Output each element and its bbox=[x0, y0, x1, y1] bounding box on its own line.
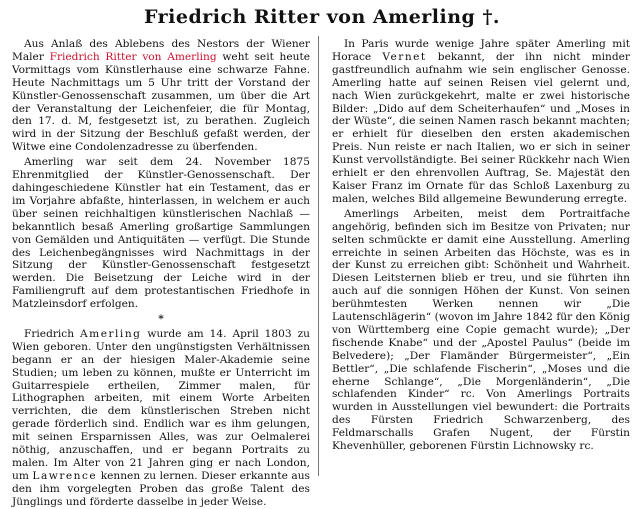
painter-name: Friedrich Ritter von Amerling bbox=[49, 50, 217, 63]
column-divider bbox=[318, 36, 319, 476]
section-separator: * bbox=[158, 313, 164, 326]
paragraph-4 bbox=[332, 38, 630, 206]
right-column bbox=[332, 38, 630, 453]
text: weht seit heute Vormittags vom Künstlerhause eine schwarze Fahne. Heute Nachmittags um 5 Uhr tritt der Vorstand der Künstler-Genossenschaft zusammen, um über die Art der Veranstaltung der Leichenfeier, die für Montag, den 17. d. M, festgesetzt ist, zu berathen. Zugleich wird in der Sitzung der Beschluß gefaßt werden, der Witwe eine Condolenzadresse zu überfenden. bbox=[12, 50, 310, 154]
paragraph-1 bbox=[12, 38, 310, 154]
text: In Paris wurde wenige Jahre später Amerling mit Horace bbox=[332, 38, 630, 63]
vernet-name: Vernet bbox=[382, 50, 427, 63]
left-column bbox=[12, 38, 310, 509]
text: bekannt, der ihn nicht minder gastfreundlich aufnahm wie sein englischer Genosse. Amerling hatte auf seinen Reisen viel gelernt und, nach Wien zurückgekehrt, malte er zwei historische Bilder: „Dido auf dem Scheiterhaufen“ und „Moses in der Wüste“, die seinen Namen rasch bekannt machten; er erhielt für dieselben den ersten akademischen Preis. Nun reiste er nach Italien, wo er sich in seiner Kunst vervollständigte. Bei seiner Rückkehr nach Wien erhielt er den ehrenvollen Auftrag, Se. Majestät den Kaiser Franz im Ornate für das Schloß Laxenburg zu malen, welches Bild allgemeine Bewunderung erregte. bbox=[332, 50, 630, 205]
lawrence-name: Lawrence bbox=[32, 469, 98, 482]
paragraph-3 bbox=[12, 328, 310, 509]
painter-surname: Amerling bbox=[80, 327, 142, 340]
text: kennen zu lernen. Dieser erkannte aus den ihm vorgelegten Proben das große Talent des Jünglings und förderte dasselbe in jeder Weise. bbox=[12, 469, 310, 508]
text: wurde am 14. April 1803 zu Wien geboren. Unter den ungünstigsten Verhältnissen begann er an der hiesigen Maler-Akademie seine Studien; um leben zu können, mußte er Unterricht im Guitarrespiele ertheilen, Zimmer malen, für Lithographen arbeiten, mit einem Worte Arbeiten verrichten, die dem künstlerischen Streben nicht gerade förderlich sind. Endlich war es ihm gelungen, mit seinen Ersparnissen Alles, was zur Oelmalerei nöthig, anzuschaffen, und er begann Portraits zu malen. Im Alter von 21 Jahren ging er nach London, um bbox=[12, 327, 310, 482]
text: Aus Anlaß des Ablebens des Nestors der Wiener Maler bbox=[12, 38, 310, 63]
paragraph-5: Amerlings Arbeiten, meist dem Portraitfache angehörig, befinden sich im Besitze von Privaten; nur selten schmückte er damit eine Ausstellung. Amerling erreichte in seinen Arbeiten das Höchste, was es in der Kunst zu erreichen gibt: Schönheit und Wahrheit. Diesen Leitsternen blieb er treu, und sie führten ihn auch auf die sonnigen Höhen der Kunst. Von seinen berühmtesten Werken nennen wir „Die Lautenschlägerin“ (wovon im Jahre 1842 für den König von Württemberg eine Copie gemacht wurde); „Der fischende Knabe“ und der „Apostel Paulus“ (beide im Belvedere); „Der Flamänder Bürgermeister“, „Ein Bettler“, „Die schlafende Fischerin“, „Moses und die eherne Schlange“, „Die Morgenländerin“, „Die schlafenden Kinder“ rc. Von Amerlings Portraits wurden in Ausstellungen viel bewundert: die Portraits des Fürsten Friedrich Schwarzenberg, des Feldmarschalls Grafen Nugent, der Fürstin Khevenhüller, geborenen Fürstin Lichnowsky rc. bbox=[332, 207, 630, 453]
paragraph-2: Amerling war seit dem 24. November 1875 Ehrenmitglied der Künstler-Genossenschaft. Der dahingeschiedene Künstler hat ein Testament, das er im Vorjahre abfaßte, hinterlassen, in welchem er auch über seinen reichhaltigen künstlerischen Nachlaß — bekanntlich besaß Amerling großartige Sammlungen von Gemälden und Antiquitäten — verfügt. Die Stunde des Leichenbegängnisses wird Nachmittags in der Sitzung der Künstler-Genossenschaft festgesetzt werden. Die Beisetzung der Leiche wird in der Familiengruft auf dem protestantischen Friedhofe in Matzleinsdorf erfolgen. bbox=[12, 156, 310, 311]
text: Friedrich bbox=[24, 327, 81, 340]
article-title: Friedrich Ritter von Amerling †. bbox=[143, 6, 501, 28]
